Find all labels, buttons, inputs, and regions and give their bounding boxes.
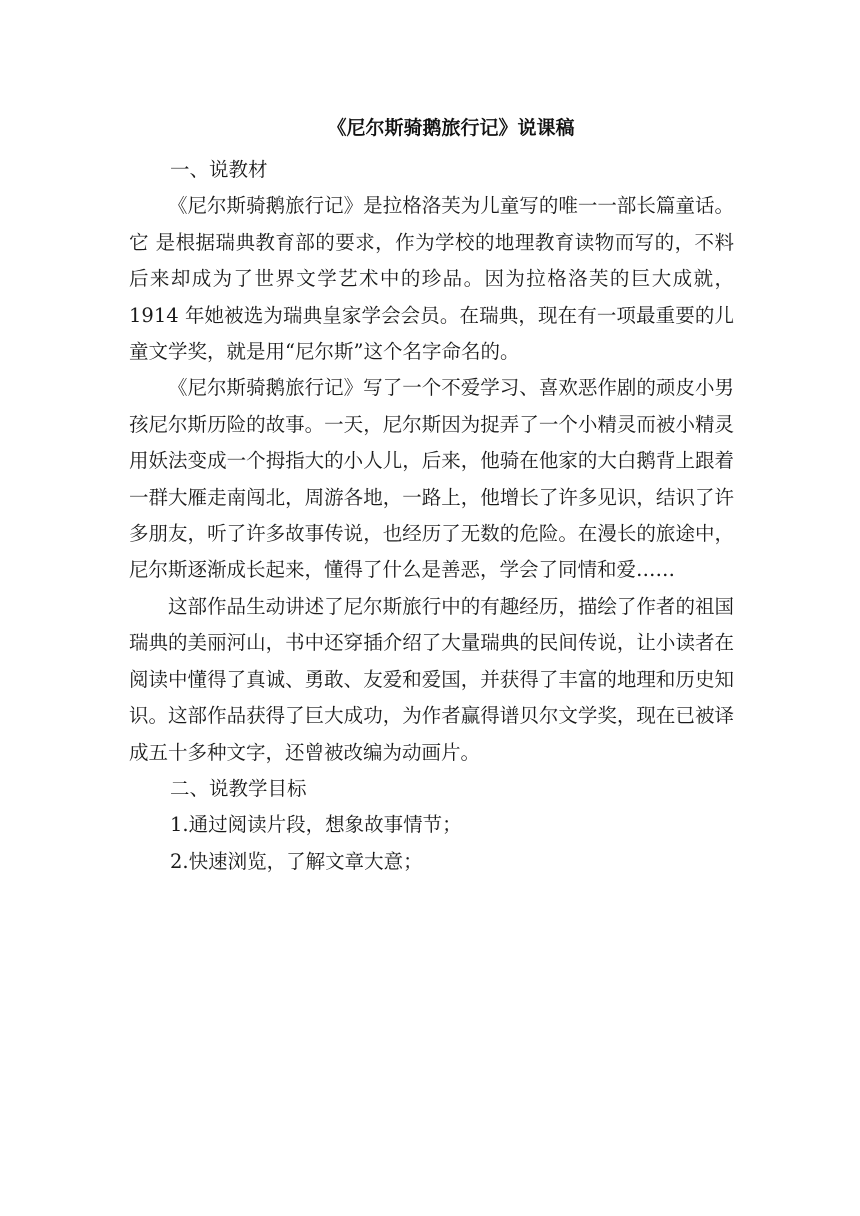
paragraph-significance: 这部作品生动讲述了尼尔斯旅行中的有趣经历，描绘了作者的祖国瑞典的美丽河山，书中还穿插介绍了大量瑞典的民间传说，让小读者在阅读中懂得了真诚、勇敢、友爱和爱国，并获得了丰富的地理和历史知识。这部作品获得了巨大成功，为作者赢得谱贝尔文学奖，现在已被译成五十多种文字，还曾被改编为动画片。	[129, 594, 734, 764]
paragraph-story: 《尼尔斯骑鹅旅行记》写了一个不爱学习、喜欢恶作剧的顽皮小男孩尼尔斯历险的故事。一天，尼尔斯因为捉弄了一个小精灵而被小精灵用妖法变成一个拇指大的小人儿，后来，他骑在他家的大白鹅背上跟着一群大雁走南闯北，周游各地，一路上，他增长了许多见识，结识了许多朋友，听了许多故事传说，也经历了无数的危险。在漫长的旅途中，尼尔斯逐渐成长起来，懂得了什么是善恶，学会了同情和爱……	[129, 376, 734, 582]
goal-item-2: 2.快速浏览，了解文章大意；	[170, 849, 423, 873]
paragraph-intro: 《尼尔斯骑鹅旅行记》是拉格洛芙为儿童写的唯一一部长篇童话。它 是根据瑞典教育部的要求，作为学校的地理教育读物而写的，不料后来却成为了世界文学艺术中的珍品。因为拉格洛芙的巨大成就，1914 年她被选为瑞典皇家学会会员。在瑞典，现在有一项最重要的儿童文学奖，就是用“尼尔斯”这个名字命名的。	[129, 194, 734, 364]
document-body	[129, 152, 734, 880]
section-heading-teaching-material: 一、说教材	[170, 158, 268, 181]
goal-item-1: 1.通过阅读片段，想象故事情节；	[170, 813, 462, 837]
section-heading-teaching-goals: 二、说教学目标	[170, 776, 307, 800]
document-title: 《尼尔斯骑鹅旅行记》说课稿	[327, 117, 575, 139]
